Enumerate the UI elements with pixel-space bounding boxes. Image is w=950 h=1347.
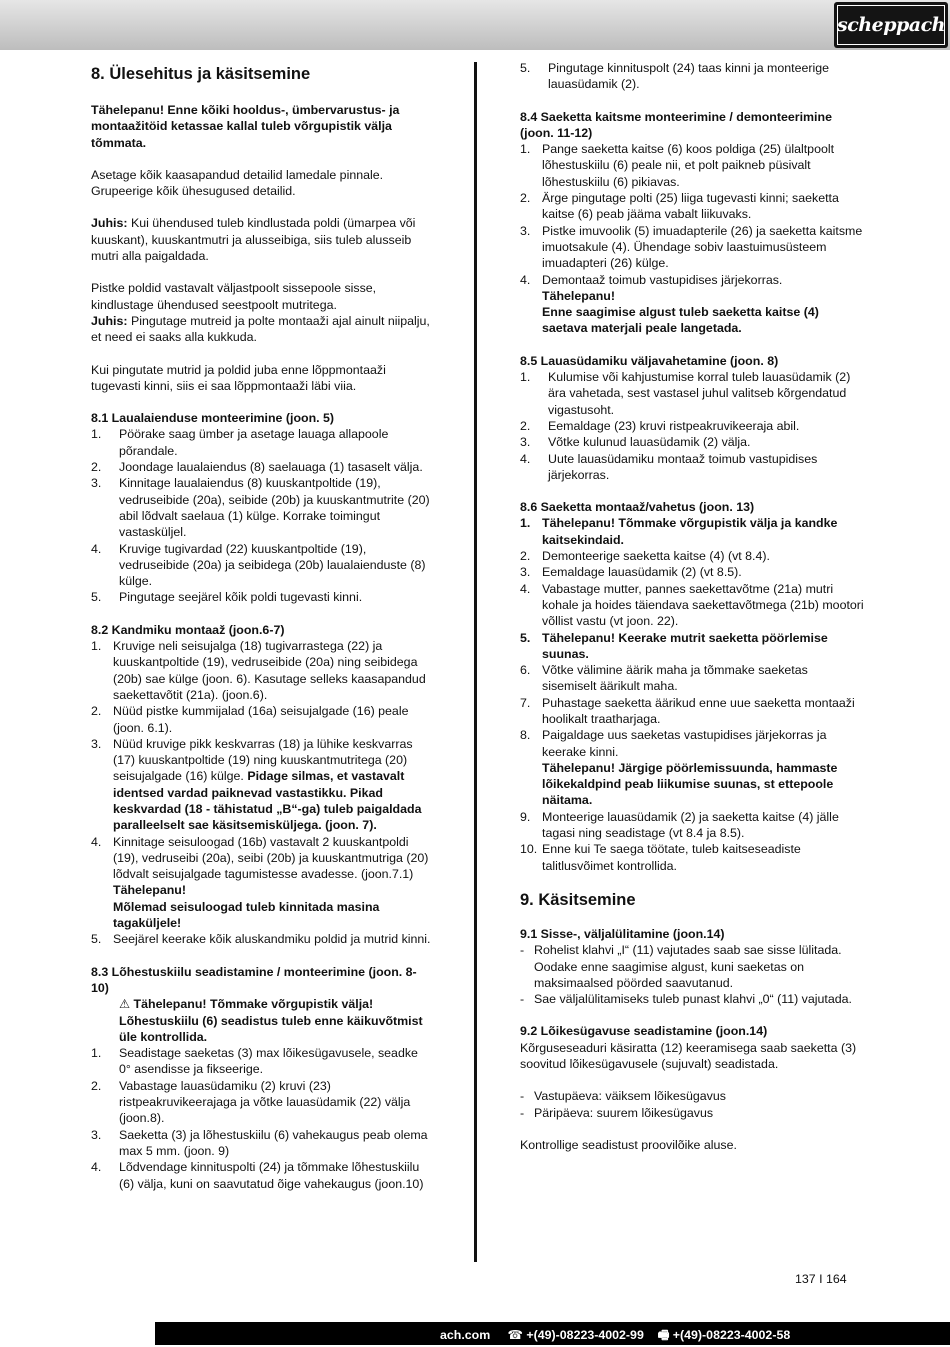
list-item: 3. Saeketta (3) ja lõhestuskiilu (6) vahekaugus peab olema max 5 mm. (joon. 9) bbox=[91, 1127, 428, 1158]
list-item: 4. Kinnitage seisuloogad (16b) vastavalt 2 kuuskantpoldi (19), vedruseibi (20a), seibi (20b) ja kuuskantmutriga (20) lõdvalt seisujalgade tagumistesse avadesse. (joon.7.1) Tähelepanu! Mõlemad seisuloogad tuleb kinnitada masina tagaküljele! bbox=[91, 834, 429, 931]
footer-bar bbox=[0, 1322, 950, 1345]
section-9-2-title: 9.2 Lõikesügavuse seadistamine (joon.14) bbox=[520, 1024, 768, 1039]
footer-fax: +(49)-08223-4002-58 bbox=[672, 1328, 791, 1342]
right-column bbox=[520, 60, 865, 1169]
list-item: 5. Tähelepanu! Keerake mutrit saeketta pöörlemise suunas. bbox=[520, 630, 828, 661]
list-item: 5. Pingutage seejärel kõik poldi tugevasti kinni. bbox=[91, 590, 363, 605]
list-item: 3. Kinnitage laualaiendus (8) kuuskantpoltide (19), vedruseibide (20a), seibide (20b) ja kuuskantmutrite (20) abil lõdvalt saelaua (1) külge. Korrake toimingut vastasküljel. bbox=[91, 476, 430, 540]
section-8-4-title: 8.4 Saeketta kaitsme monteerimine / demonteerimine (joon. 11-12) bbox=[520, 109, 832, 140]
phone-icon: ☎ bbox=[507, 1328, 523, 1342]
list-item: 5. Seejärel keerake kõik aluskandmiku poldid ja mutrid kinni. bbox=[91, 932, 431, 947]
footer-site: ach.com bbox=[440, 1328, 491, 1342]
list-item: 2. Eemaldage (23) kruvi ristpeakruvikeeraja abil. bbox=[520, 418, 800, 433]
list-item: 4. Demontaaž toimub vastupidises järjekorras. Tähelepanu! Enne saagimise algust tuleb saeketta kaitse (4) saetava materjali peale langetada. bbox=[520, 272, 819, 336]
list-item: 2. Demonteerige saeketta kaitse (4) (vt 8.4). bbox=[520, 549, 770, 564]
footer-contact bbox=[440, 1326, 790, 1347]
section-8-5-list bbox=[520, 369, 865, 483]
list-item: 1. Kulumise või kahjustumise korral tuleb lauasüdamik (2) ära vahetada, sest vastasel juhul valitseb kõrgendatud vigastusoht. bbox=[520, 370, 851, 417]
note-paragraph-2: Pistke poldid vastavalt väljastpoolt sissepoole sisse, kindlustage ühendused seestpoolt mutritega. Juhis: Pingutage mutreid ja polte montaaži ajal ainult niipalju, et need ei saaks alla kukkuda. bbox=[91, 281, 430, 345]
section-8-6-title: 8.6 Saeketta montaaž/vahetus (joon. 13) bbox=[520, 500, 755, 515]
list-item: 4. Uute lauasüdamiku montaaž toimub vastupidises järjekorras. bbox=[520, 451, 818, 482]
section-9-title: 9. Käsitsemine bbox=[520, 890, 636, 909]
fax-icon: 🖷 bbox=[657, 1328, 670, 1342]
brand-logo-text: scheppach bbox=[837, 14, 945, 36]
section-8-3-list bbox=[91, 1045, 431, 1192]
list-item: 6. Võtke välimine äärik maha ja tõmmake saeketas sisemiselt äärikult maha. bbox=[520, 663, 808, 694]
list-item: 9. Monteerige lauasüdamik (2) ja saeketta kaitse (4) jälle tagasi ning seadistage (vt 8.4 ja 8.5). bbox=[520, 809, 839, 841]
list-item: 7. Puhastage saeketta äärikud enne uue saeketta montaaži hoolikalt traatharjaga. bbox=[520, 695, 855, 726]
list-item: 3. Nüüd kruvige pikk keskvarras (18) ja lühike keskvarras (17) kuuskantpoltide (19) ning kuuskantmutritega (20) seisujalgade (16) külge. Pidage silmas, et vastavalt identsed vardad paiknevad vastastikku. Pikad keskvardad (18 - tähistatud „B“-ga) tuleb paigaldada paralleelselt sae käsitsemisküljega. (joon. 7). bbox=[91, 736, 422, 833]
header-bar bbox=[0, 0, 950, 50]
list-item: 5. Pingutage kinnituspolt (24) taas kinni ja monteerige lauasüdamik (2). bbox=[520, 61, 830, 92]
note-paragraph-3: Kui pingutate mutrid ja poldid juba enne lõppmontaaži tugevasti kinni, siis ei saa lõppmontaaži läbi viia. bbox=[91, 362, 386, 393]
section-8-1-title: 8.1 Laualaienduse monteerimine (joon. 5) bbox=[91, 411, 335, 426]
column-divider bbox=[474, 62, 477, 1262]
list-item: - Vastupäeva: väiksem lõikesügavus bbox=[520, 1089, 726, 1104]
list-item: 2. Nüüd pistke kummijalad (16a) seisujalgade (16) peale (joon. 6.1). bbox=[91, 704, 409, 735]
list-item: 8. Paigaldage uus saeketas vastupidises järjekorras ja keerake kinni. Tähelepanu! Järgige pöörlemissuunda, hammaste lõikekaldpind peab liikumise suunas, st ettepoole näitama. bbox=[520, 728, 838, 808]
section-8-4-list bbox=[520, 141, 865, 337]
list-item: 2. Ärge pingutage polti (25) liiga tugevasti kinni; saeketta kaitse (6) peab jääma vabalt liikuvaks. bbox=[520, 191, 839, 222]
list-item: 4. Vabastage mutter, pannes saekettavõtme (21a) mutri kohale ja hoides täiendava saekettavõtmega (21b) mootori võllist vastu (vt joon. 22). bbox=[520, 581, 864, 629]
section-9-2-paragraph: Kõrguseseaduri käsiratta (12) keeramisega saab saeketta (3) soovitud lõikesügavusele (sujuvalt) seadistada. bbox=[520, 1040, 857, 1072]
section-8-3-list-continued bbox=[520, 60, 865, 93]
warning-icon: ⚠ bbox=[119, 997, 131, 1012]
note-paragraph: Juhis: Kui ühendused tuleb kindlustada poldi (ümarpea või kuuskant), kuuskantmutri ja alusseibiga, siis tuleb alusseib mutri alla paigaldada. bbox=[91, 216, 416, 264]
section-9-2-end: Kontrollige seadistust proovilõike aluse. bbox=[520, 1137, 737, 1152]
list-item: - Rohelist klahvi „I“ (11) vajutades saab sae sisse lülitada. Oodake enne saagimise algust, kuni saeketas on maksimaalsed pöörded saavutanud. bbox=[520, 943, 842, 990]
list-item: - Sae väljalülitamiseks tuleb punast klahvi „0“ (11) vajutada. bbox=[520, 992, 852, 1007]
list-item: 3. Võtke kulunud lauasüdamik (2) välja. bbox=[520, 435, 751, 450]
section-8-3-title: 8.3 Lõhestuskiilu seadistamine / monteerimine (joon. 8-10) bbox=[91, 964, 417, 995]
section-8-1-list bbox=[91, 426, 431, 605]
footer-phone: +(49)-08223-4002-99 bbox=[526, 1328, 644, 1342]
left-column bbox=[91, 60, 431, 1192]
intro-paragraph: Asetage kõik kaasapandud detailid lamedale pinnale. Grupeerige kõik ühesugused detailid. bbox=[91, 167, 384, 199]
list-item: 3. Pistke imuvoolik (5) imuadapterile (26) ja saeketta kaitsme imuotsakule (4). Ühendage sobiv laastuimusüsteem imuadapteri (26) külge. bbox=[520, 223, 863, 271]
section-8-title: 8. Ülesehitus ja käsitsemine bbox=[91, 65, 311, 83]
warning-paragraph: Tähelepanu! Enne kõiki hooldus-, ümbervarustus- ja montaažitöid ketassae kallal tuleb võrgupistik välja tõmmata. bbox=[91, 103, 400, 150]
page-number: 137 I 164 bbox=[795, 1272, 847, 1286]
section-9-1-title: 9.1 Sisse-, väljalülitamine (joon.14) bbox=[520, 926, 725, 941]
list-item: 4. Lõdvendage kinnituspolti (24) ja tõmmake lõhestuskiilu (6) välja, kuni on saavutatud õige vahekaugus (joon.10) bbox=[91, 1160, 424, 1191]
list-item: 1. Tähelepanu! Tõmmake võrgupistik välja ja kandke kaitsekindaid. bbox=[520, 516, 838, 547]
list-item: 3. Eemaldage lauasüdamik (2) (vt 8.5). bbox=[520, 565, 742, 580]
list-item: 1. Pöörake saag ümber ja asetage lauaga allapoole põrandale. bbox=[91, 427, 389, 458]
section-9-1-list bbox=[520, 942, 865, 1007]
section-8-2-list bbox=[91, 638, 431, 948]
brand-logo bbox=[834, 2, 948, 48]
list-item: 1. Pange saeketta kaitse (6) koos poldiga (25) ülaltpoolt lõhestuskiilu (6) peale nii, et polt paikneb püsivalt lõhestuskiilu (6) pikiavas. bbox=[520, 142, 835, 189]
list-item: 1. Seadistage saeketas (3) max lõikesügavusele, seadke 0° asendisse ja fikseerige. bbox=[91, 1046, 418, 1077]
section-8-2-title: 8.2 Kandmiku montaaž (joon.6-7) bbox=[91, 622, 285, 637]
list-item: 1. Kruvige neli seisujalga (18) tugivarrastega (22) ja kuuskantpoltide (19), vedruseibide (20a) ning seibidega (20b) sae külge (joon. 6). Kasutage selleks kaasapandud saekettavõtit (21a). (joon.6). bbox=[91, 639, 426, 702]
list-item: - Päripäeva: suurem lõikesügavus bbox=[520, 1105, 714, 1120]
section-9-2-list bbox=[520, 1088, 865, 1121]
list-item: 2. Vabastage lauasüdamiku (2) kruvi (23) ristpeakruvikeerajaga ja võtke lauasüdamik (22) välja (joon.8). bbox=[91, 1078, 411, 1126]
section-8-3-warning: ⚠ Tähelepanu! Tõmmake võrgupistik välja! Lõhestuskiilu (6) seadistus tuleb enne käikuvõtmist üle kontrollida. bbox=[119, 997, 423, 1044]
section-8-6-list bbox=[520, 515, 865, 874]
list-item: 10. Enne kui Te saega töötate, tuleb kaitseseadiste talitlusvõimet kontrollida. bbox=[520, 842, 801, 873]
list-item: 4. Kruvige tugivardad (22) kuuskantpoltide (19), vedruseibide (20a) ja seibidega (20b) laualaienduste (8) külge. bbox=[91, 541, 426, 589]
section-8-5-title: 8.5 Lauasüdamiku väljavahetamine (joon. 8) bbox=[520, 353, 779, 368]
list-item: 2. Joondage laualaiendus (8) saelauaga (1) tasaselt välja. bbox=[91, 460, 423, 475]
